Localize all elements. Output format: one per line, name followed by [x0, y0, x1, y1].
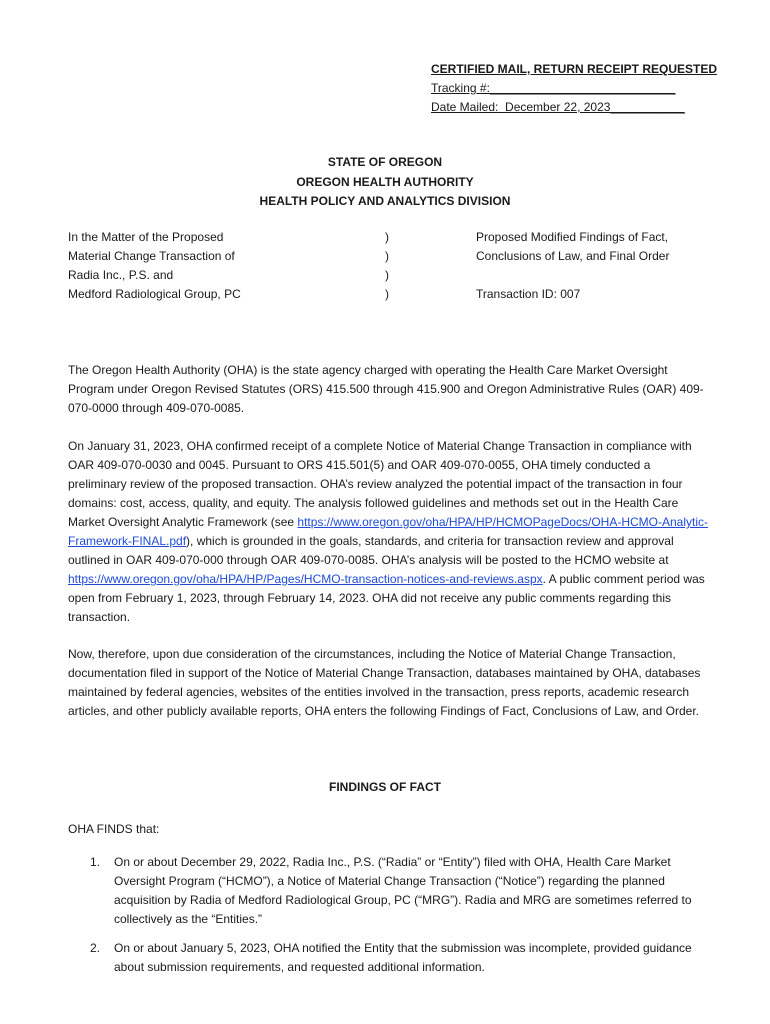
bracket: )	[385, 249, 389, 263]
paragraph-consideration: Now, therefore, upon due consideration of the circumstances, including the Notice of Material Change Transaction, documentation filed in support of the Notice of Material Change Transaction, databases maintained by OHA, databases maintained by federal agencies, websites of the entities involved in the transaction, press reports, academic research articles, and other publicly available reports, OHA enters the following Findings of Fact, Conclusions of Law, and Order.	[68, 647, 701, 718]
review-text-b: ), which is grounded in the goals, standards, and criteria for transaction review and approval outlined in OAR 409-070-000 through OAR 409-070-0085. OHA’s analysis will be posted to the HCMO website at	[68, 534, 674, 567]
heading-agency: OREGON HEALTH AUTHORITY	[296, 175, 474, 189]
bracket: )	[385, 230, 389, 244]
tracking-value: ______________________________	[489, 81, 676, 95]
matter-line: Radia Inc., P.S. and	[68, 268, 174, 282]
bracket: )	[385, 268, 389, 282]
date-mailed-value: December 22, 2023	[505, 100, 611, 114]
oha-finds-intro: OHA FINDS that:	[68, 822, 160, 836]
heading-division: HEALTH POLICY AND ANALYTICS DIVISION	[259, 194, 511, 208]
certified-mail-block	[431, 60, 718, 117]
review-text-c: . A public comment period was open from February 1, 2023, through February 14, 2023. OHA did not receive any public comments regarding this transaction.	[68, 572, 705, 624]
analytic-framework-link[interactable]: https://www.oregon.gov/oha/HPA/HP/HCMOPageDocs/OHA-HCMO-Analytic-Framework-FINAL.pdf	[68, 515, 708, 548]
tracking-line	[431, 79, 693, 98]
certified-mail-title: CERTIFIED MAIL, RETURN RECEIPT REQUESTED	[431, 62, 718, 76]
findings-of-fact-heading: FINDINGS OF FACT	[329, 780, 441, 794]
matter-brackets	[385, 228, 389, 304]
heading-state: STATE OF OREGON	[327, 155, 443, 169]
paragraph-intro: The Oregon Health Authority (OHA) is the state agency charged with operating the Health Care Market Oversight Program under Oregon Revised Statutes (ORS) 415.500 through 415.900 and Oregon Administrative Rules (OAR) 409-070-0000 through 409-070-0085.	[68, 363, 704, 415]
tracking-label: Tracking #:	[431, 81, 490, 95]
date-mailed-trailer: ____________	[610, 100, 685, 114]
finding-number: 2.	[90, 941, 101, 955]
review-text-a: On January 31, 2023, OHA confirmed receipt of a complete Notice of Material Change Transaction in compliance with OAR 409-070-0030 and 0045. Pursuant to ORS 415.501(5) and OAR 409-070-0055, OHA timely conducted a preliminary review of the proposed transaction. OHA’s review analyzed the potential impact of the transaction in four domains: cost, access, quality, and equity. The analysis followed guidelines and methods set out in the Health Care Market Oversight Analytic Framework (see	[68, 439, 692, 529]
finding-text: On or about December 29, 2022, Radia Inc., P.S. (“Radia” or “Entity”) filed with OHA, Health Care Market Oversight Program (“HCMO”), a Notice of Material Change Transaction (“Notice”) regarding the planned acquisition by Radia of Medford Radiological Group, PC (“MRG”). Radia and MRG are sometimes referred to collectively as the “Entities.”	[114, 855, 692, 926]
finding-text: On or about January 5, 2023, OHA notified the Entity that the submission was incomplete, provided guidance about submission requirements, and requested additional information.	[114, 941, 692, 974]
matter-caption-right	[476, 228, 669, 304]
bracket: )	[385, 287, 389, 301]
order-title-line-2: Conclusions of Law, and Final Order	[476, 249, 670, 263]
matter-line: In the Matter of the Proposed	[68, 230, 224, 244]
matter-line: Material Change Transaction of	[68, 249, 235, 263]
date-mailed-label: Date Mailed:	[431, 100, 499, 114]
hcmo-notices-link[interactable]: https://www.oregon.gov/oha/HPA/HP/Pages/HCMO-transaction-notices-and-reviews.aspx	[68, 572, 543, 586]
paragraph-review	[68, 437, 708, 627]
order-title-line-1: Proposed Modified Findings of Fact,	[476, 230, 669, 244]
transaction-id: Transaction ID: 007	[476, 287, 581, 301]
matter-caption-left	[68, 228, 241, 304]
finding-number: 1.	[90, 855, 101, 869]
matter-line: Medford Radiological Group, PC	[68, 287, 241, 301]
date-mailed-line	[431, 98, 693, 117]
